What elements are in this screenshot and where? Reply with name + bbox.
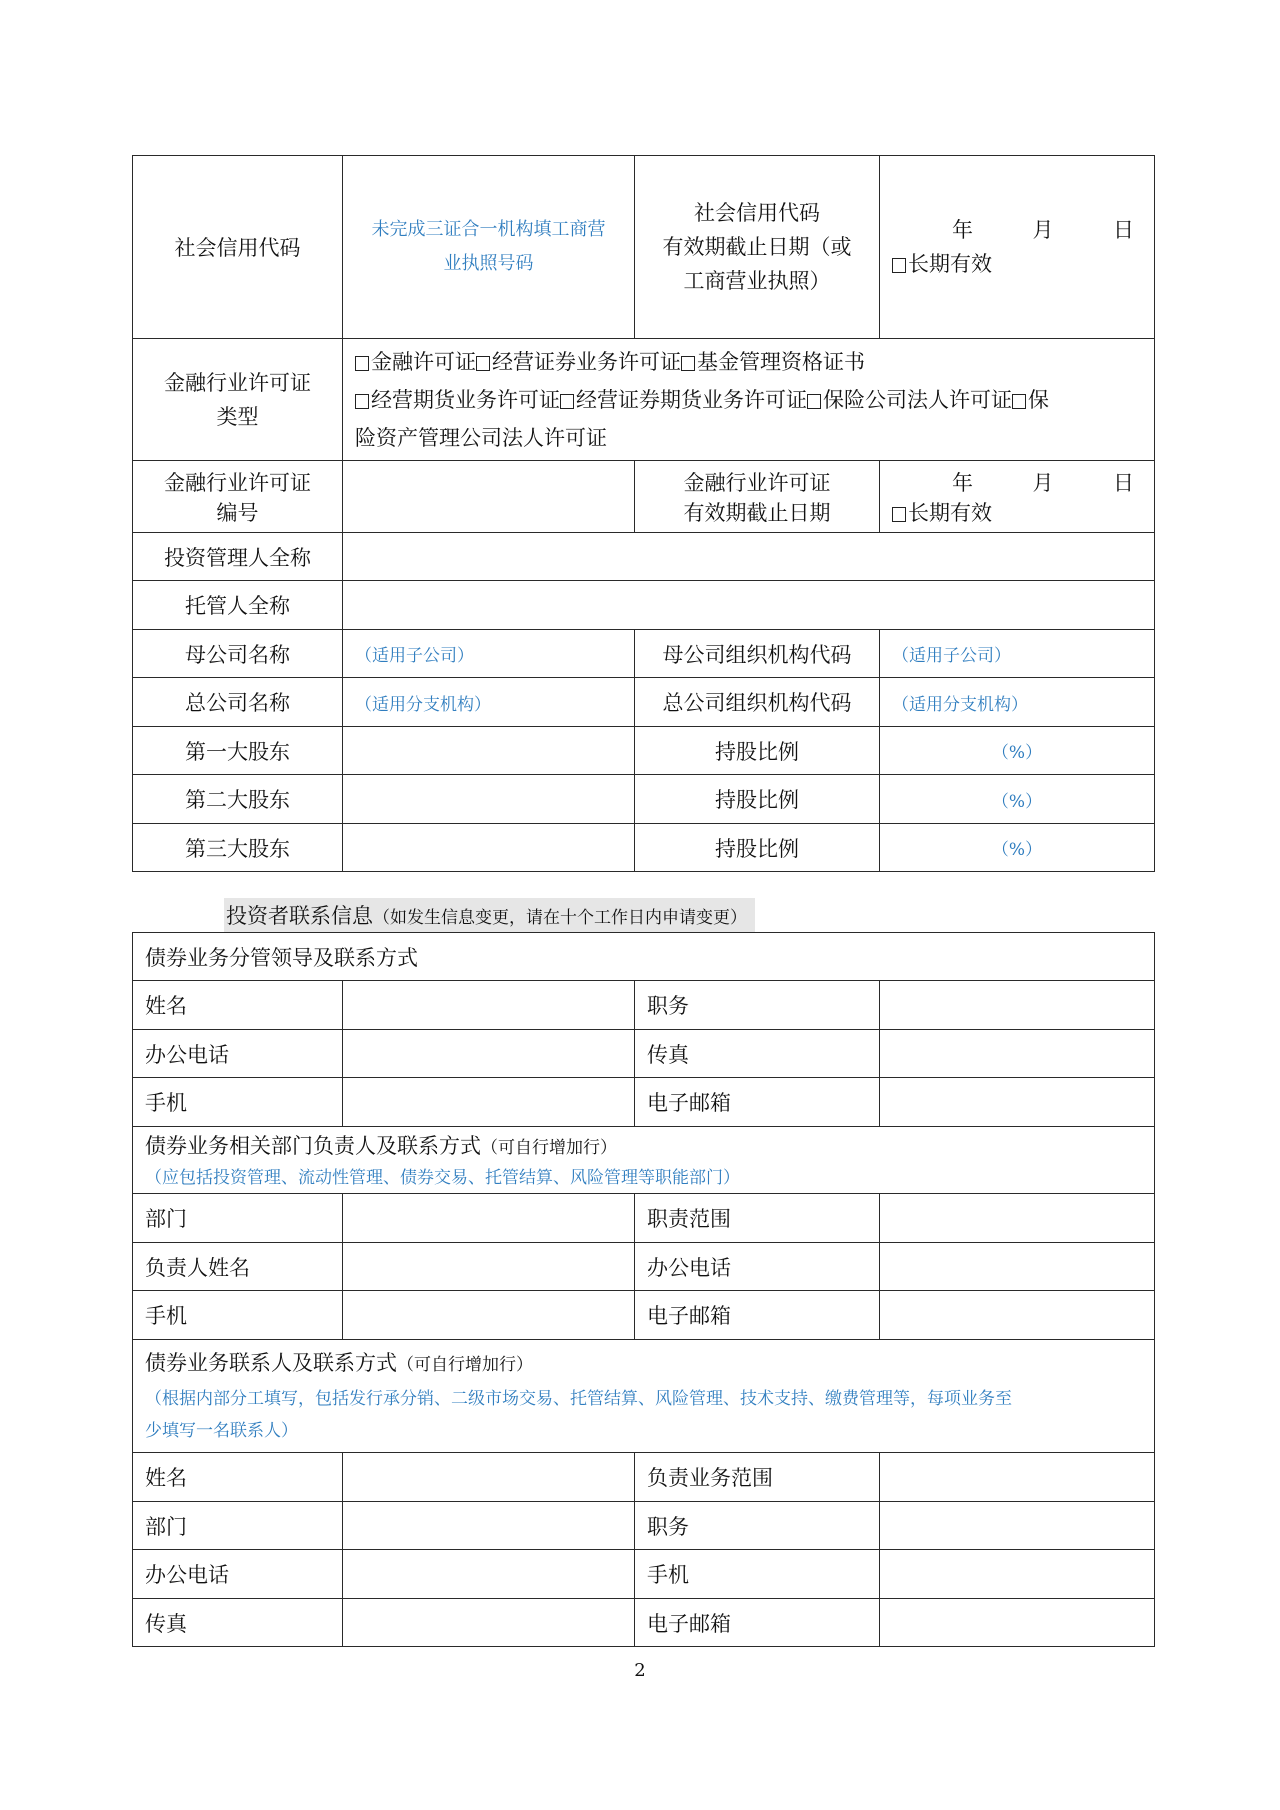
- dept-header-row: [133, 1127, 1155, 1194]
- head-office-name-label: 总公司名称: [133, 678, 343, 727]
- email-field[interactable]: [880, 1078, 1155, 1127]
- manager-row: [133, 533, 1155, 581]
- table-row: [133, 1291, 1155, 1340]
- ratio-field[interactable]: （%）: [880, 824, 1155, 872]
- position-field[interactable]: [880, 1502, 1155, 1550]
- office-phone-label: 办公电话: [635, 1243, 880, 1291]
- ratio-label: 持股比例: [635, 824, 880, 872]
- parent-name-field[interactable]: （适用子公司）: [343, 630, 635, 678]
- option-fund-cert: 基金管理资格证书: [697, 349, 865, 374]
- shareholder-field[interactable]: [343, 775, 635, 824]
- shareholder-field[interactable]: [343, 727, 635, 775]
- option-insurance-license: 保险公司法人许可证: [823, 387, 1012, 412]
- parent-code-field[interactable]: （适用子公司）: [880, 630, 1155, 678]
- parent-row: [133, 630, 1155, 678]
- office-phone-field[interactable]: [343, 1030, 635, 1078]
- scope-field[interactable]: [880, 1194, 1155, 1243]
- department-label: 部门: [133, 1502, 343, 1550]
- head-office-code-field[interactable]: （适用分支机构）: [880, 678, 1155, 727]
- position-label: 职务: [635, 1502, 880, 1550]
- option-financial-license: 金融许可证: [371, 349, 476, 374]
- checkbox-icon[interactable]: [681, 356, 695, 371]
- license-type-options: [343, 339, 1155, 461]
- credit-code-hint-line2: 业执照号码: [443, 253, 534, 274]
- license-type-label-line1: 金融行业许可证: [164, 370, 311, 395]
- mobile-field[interactable]: [343, 1078, 635, 1127]
- expiry-label-line3: 工商营业执照）: [683, 269, 831, 293]
- position-label: 职务: [635, 981, 880, 1030]
- license-no-row: [133, 461, 1155, 533]
- contact-header-note: （可自行增加行）: [397, 1355, 533, 1375]
- fax-field[interactable]: [880, 1030, 1155, 1078]
- office-phone-field[interactable]: [343, 1550, 635, 1599]
- contact-hint-line1: （根据内部分工填写，包括发行承分销、二级市场交易、托管结算、风险管理、技术支持、缴费管理等，每项业务至: [145, 1389, 1012, 1409]
- checkbox-icon[interactable]: [807, 394, 821, 409]
- month-label: 月: [1032, 218, 1054, 242]
- mobile-field[interactable]: [343, 1291, 635, 1340]
- year-label: 年: [952, 470, 973, 495]
- head-name-label: 负责人姓名: [133, 1243, 343, 1291]
- name-label: 姓名: [133, 1453, 343, 1502]
- scope-label: 职责范围: [635, 1194, 880, 1243]
- leader-header-row: [133, 933, 1155, 981]
- license-options-line2: [355, 381, 1142, 419]
- section-heading: 投资者联系信息: [226, 904, 373, 928]
- mobile-label: 手机: [133, 1291, 343, 1340]
- ratio-label: 持股比例: [635, 727, 880, 775]
- credit-code-label: 社会信用代码: [133, 156, 343, 339]
- long-term-label: 长期有效: [908, 252, 992, 276]
- parent-name-label: 母公司名称: [133, 630, 343, 678]
- credit-code-hint-line1: 未完成三证合一机构填工商营: [371, 219, 606, 240]
- shareholder-label: 第三大股东: [133, 824, 343, 872]
- year-label: 年: [952, 218, 973, 242]
- name-field[interactable]: [343, 981, 635, 1030]
- name-field[interactable]: [343, 1453, 635, 1502]
- license-no-label-line2: 编号: [216, 500, 259, 525]
- shareholder-row: [133, 775, 1155, 824]
- license-expiry-field[interactable]: [880, 461, 1155, 533]
- head-office-row: [133, 678, 1155, 727]
- checkbox-icon[interactable]: [1012, 394, 1026, 409]
- shareholder-row: [133, 727, 1155, 775]
- dept-hint: （应包括投资管理、流动性管理、债券交易、托管结算、风险管理等职能部门）: [145, 1168, 740, 1188]
- license-options-line3: 险资产管理公司法人许可证: [355, 425, 607, 450]
- shareholder-row: [133, 824, 1155, 872]
- checkbox-icon[interactable]: [892, 507, 906, 522]
- head-name-field[interactable]: [343, 1243, 635, 1291]
- custodian-name-label: 托管人全称: [133, 581, 343, 630]
- expiry-label-line1: 社会信用代码: [694, 201, 820, 225]
- license-type-row: [133, 339, 1155, 461]
- mobile-label: 手机: [133, 1078, 343, 1127]
- fax-label: 传真: [635, 1030, 880, 1078]
- table-row: [133, 1078, 1155, 1127]
- table-row: [133, 1599, 1155, 1647]
- office-phone-label: 办公电话: [133, 1030, 343, 1078]
- section-note: （如发生信息变更，请在十个工作日内申请变更）: [373, 908, 747, 928]
- long-term-label: 长期有效: [908, 500, 992, 525]
- manager-name-label: 投资管理人全称: [133, 533, 343, 581]
- parent-code-label: 母公司组织机构代码: [635, 630, 880, 678]
- contact-header-row: [133, 1340, 1155, 1453]
- credit-code-row: [133, 156, 1155, 339]
- checkbox-icon[interactable]: [560, 394, 574, 409]
- email-field[interactable]: [880, 1291, 1155, 1340]
- page-number: 2: [634, 1660, 646, 1681]
- license-options-line1: [355, 343, 1142, 381]
- option-insurance-am-prefix: 保: [1028, 387, 1049, 412]
- ratio-label: 持股比例: [635, 775, 880, 824]
- head-office-code-label: 总公司组织机构代码: [635, 678, 880, 727]
- option-securities-license: 经营证券业务许可证: [492, 349, 681, 374]
- license-type-label-line2: 类型: [216, 404, 259, 429]
- expiry-date-line: [892, 213, 1142, 247]
- credit-code-field[interactable]: [343, 156, 635, 339]
- table-row: [133, 981, 1155, 1030]
- contact-hint-line2: 少填写一名联系人）: [145, 1421, 298, 1441]
- table-row: [133, 1194, 1155, 1243]
- table-row: [133, 1453, 1155, 1502]
- credit-code-expiry-label: [635, 156, 880, 339]
- expiry-label-line2: 有效期截止日期（或: [662, 235, 852, 259]
- contact-header: [133, 1340, 1155, 1453]
- month-label: 月: [1032, 470, 1054, 495]
- email-label: 电子邮箱: [635, 1599, 880, 1647]
- name-label: 姓名: [133, 981, 343, 1030]
- fax-label: 传真: [133, 1599, 343, 1647]
- license-expiry-label: [635, 461, 880, 533]
- checkbox-icon[interactable]: [892, 258, 906, 273]
- dept-header-note: （可自行增加行）: [481, 1138, 617, 1158]
- department-field[interactable]: [343, 1502, 635, 1550]
- manager-name-field[interactable]: [343, 533, 1155, 581]
- scope-label: 负责业务范围: [635, 1453, 880, 1502]
- email-label: 电子邮箱: [635, 1078, 880, 1127]
- checkbox-icon[interactable]: [355, 394, 369, 409]
- scope-field[interactable]: [880, 1453, 1155, 1502]
- mobile-field[interactable]: [880, 1550, 1155, 1599]
- ratio-field[interactable]: （%）: [880, 727, 1155, 775]
- checkbox-icon[interactable]: [355, 356, 369, 371]
- department-field[interactable]: [343, 1194, 635, 1243]
- long-term-option[interactable]: [892, 247, 1142, 281]
- shareholder-label: 第一大股东: [133, 727, 343, 775]
- email-field[interactable]: [880, 1599, 1155, 1647]
- leader-header: 债券业务分管领导及联系方式: [133, 933, 1155, 981]
- contact-section-title: [224, 898, 755, 932]
- day-label: 日: [1113, 470, 1134, 495]
- position-field[interactable]: [880, 981, 1155, 1030]
- license-type-label: [133, 339, 343, 461]
- custodian-row: [133, 581, 1155, 630]
- ratio-field[interactable]: （%）: [880, 775, 1155, 824]
- option-sec-futures-license: 经营证券期货业务许可证: [576, 387, 807, 412]
- office-phone-label: 办公电话: [133, 1550, 343, 1599]
- fax-field[interactable]: [343, 1599, 635, 1647]
- table-row: [133, 1030, 1155, 1078]
- license-expiry-line1: 金融行业许可证: [683, 470, 831, 495]
- license-expiry-date-line: [892, 467, 1142, 497]
- table-row: [133, 1550, 1155, 1599]
- long-term-option[interactable]: [892, 497, 1142, 527]
- email-label: 电子邮箱: [635, 1291, 880, 1340]
- department-label: 部门: [133, 1194, 343, 1243]
- license-no-label: [133, 461, 343, 533]
- institution-info-table: [132, 155, 1155, 872]
- table-row: [133, 1502, 1155, 1550]
- head-office-name-field[interactable]: （适用分支机构）: [343, 678, 635, 727]
- credit-code-expiry-field[interactable]: [880, 156, 1155, 339]
- dept-header-title: 债券业务相关部门负责人及联系方式: [145, 1134, 481, 1158]
- mobile-label: 手机: [635, 1550, 880, 1599]
- license-no-label-line1: 金融行业许可证: [164, 470, 311, 495]
- license-expiry-line2: 有效期截止日期: [683, 500, 831, 525]
- dept-header-line: [145, 1129, 1142, 1165]
- table-row: [133, 1243, 1155, 1291]
- checkbox-icon[interactable]: [476, 356, 490, 371]
- dept-header: [133, 1127, 1155, 1194]
- contact-header-line: [145, 1346, 1142, 1382]
- shareholder-label: 第二大股东: [133, 775, 343, 824]
- office-phone-field[interactable]: [880, 1243, 1155, 1291]
- custodian-name-field[interactable]: [343, 581, 1155, 630]
- contact-header-title: 债券业务联系人及联系方式: [145, 1351, 397, 1375]
- option-futures-license: 经营期货业务许可证: [371, 387, 560, 412]
- contact-info-table: [132, 932, 1155, 1647]
- license-no-field[interactable]: [343, 461, 635, 533]
- shareholder-field[interactable]: [343, 824, 635, 872]
- day-label: 日: [1113, 218, 1134, 242]
